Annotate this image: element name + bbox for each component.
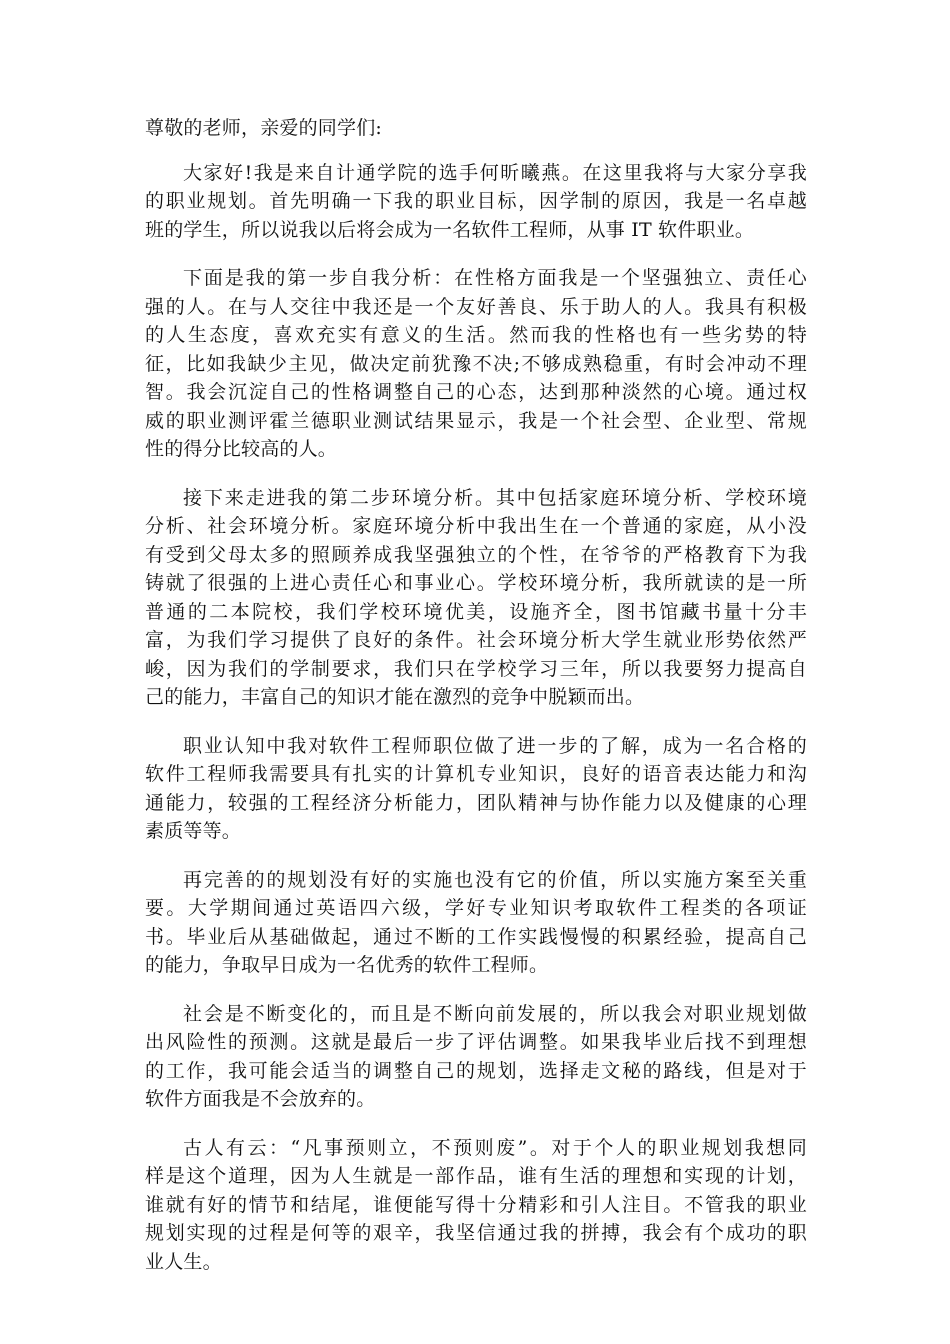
- text-line: 威的职业测评霍兰德职业测试结果显示，我是一个社会型、企业型、常规: [145, 409, 807, 432]
- text-line: 通能力，较强的工程经济分析能力，团队精神与协作能力以及健康的心理: [145, 791, 807, 814]
- text-line: 己的能力，丰富自己的知识才能在激烈的竞争中脱颖而出。: [145, 686, 645, 708]
- text-line: 接下来走进我的第二步环境分析。其中包括家庭环境分析、学校环境: [183, 486, 807, 509]
- text-line: 分析、社会环境分析。家庭环境分析中我出生在一个普通的家庭，从小没: [145, 515, 807, 537]
- text-line: 智。我会沉淀自己的性格调整自己的心态，达到那种淡然的心境。通过权: [145, 381, 807, 403]
- text-line: 素质等等。: [145, 820, 242, 842]
- text-line: 富，为我们学习提供了良好的条件。社会环境分析大学生就业形势依然严: [145, 629, 807, 651]
- paragraph-risk-assessment: [145, 1000, 807, 1114]
- text-line: 班的学生，所以说我以后将会成为一名软件工程师，从事 IT 软件职业。: [145, 218, 755, 241]
- paragraph-environment-analysis: [145, 484, 807, 712]
- text-line: 大家好!我是来自计通学院的选手何昕曦燕。在这里我将与大家分享我: [183, 161, 807, 184]
- text-line: 的能力，争取早日成为一名优秀的软件工程师。: [145, 954, 549, 976]
- text-line: 要。大学期间通过英语四六级，学好专业知识考取软件工程类的各项证: [145, 897, 807, 919]
- paragraph-intro: [145, 159, 807, 245]
- text-line: 古人有云：“凡事预则立，不预则废”。对于个人的职业规划我想同: [183, 1136, 807, 1159]
- text-line: 样是这个道理，因为人生就是一部作品，谁有生活的理想和实现的计划，: [145, 1165, 807, 1187]
- text-line: 的工作，我可能会适当的调整自己的规划，选择走文秘的路线，但是对于: [145, 1059, 807, 1082]
- text-line: 征，比如我缺少主见，做决定前犹豫不决;不够成熟稳重，有时会冲动不理: [145, 352, 807, 375]
- text-line: 的人生态度，喜欢充实有意义的生活。然而我的性格也有一些劣势的特: [145, 324, 807, 346]
- document-body: [145, 114, 807, 1296]
- text-line: 职业认知中我对软件工程师职位做了进一步的了解，成为一名合格的: [183, 734, 807, 757]
- text-line: 书。毕业后从基础做起，通过不断的工作实践慢慢的积累经验，提高自己: [145, 925, 807, 948]
- paragraph-career-cognition: [145, 732, 807, 846]
- text-line: 再完善的的规划没有好的实施也没有它的价值，所以实施方案至关重: [183, 868, 807, 891]
- text-line: 谁就有好的情节和结尾，谁便能写得十分精彩和引人注目。不管我的职业: [145, 1193, 807, 1216]
- text-line: 下面是我的第一步自我分析：在性格方面我是一个坚强独立、责任心: [183, 267, 807, 289]
- text-line: 软件方面我是不会放弃的。: [145, 1088, 376, 1110]
- greeting-line: 尊敬的老师，亲爱的同学们:: [145, 117, 383, 139]
- text-line: 规划实现的过程是何等的艰辛，我坚信通过我的拼搏，我会有个成功的职: [145, 1222, 807, 1244]
- text-line: 出风险性的预测。这就是最后一步了评估调整。如果我毕业后找不到理想: [145, 1031, 807, 1053]
- paragraph-conclusion: [145, 1134, 807, 1277]
- text-line: 强的人。在与人交往中我还是一个友好善良、乐于助人的人。我具有积极: [145, 295, 807, 318]
- text-line: 的职业规划。首先明确一下我的职业目标，因学制的原因，我是一名卓越: [145, 190, 807, 212]
- text-line: 业人生。: [145, 1250, 222, 1273]
- text-line: 软件工程师我需要具有扎实的计算机专业知识，良好的语音表达能力和沟: [145, 763, 807, 785]
- text-line: 铸就了很强的上进心责任心和事业心。学校环境分析，我所就读的是一所: [145, 572, 807, 594]
- paragraph-implementation: [145, 866, 807, 980]
- text-line: 普通的二本院校，我们学校环境优美，设施齐全，图书馆藏书量十分丰: [145, 600, 807, 623]
- text-line: 社会是不断变化的，而且是不断向前发展的，所以我会对职业规划做: [183, 1002, 807, 1025]
- text-line: 有受到父母太多的照顾养成我坚强独立的个性，在爷爷的严格教育下为我: [145, 543, 807, 566]
- text-line: 峻，因为我们的学制要求，我们只在学校学习三年，所以我要努力提高自: [145, 657, 807, 680]
- text-line: 性的得分比较高的人。: [145, 438, 338, 460]
- paragraph-self-analysis: [145, 264, 807, 464]
